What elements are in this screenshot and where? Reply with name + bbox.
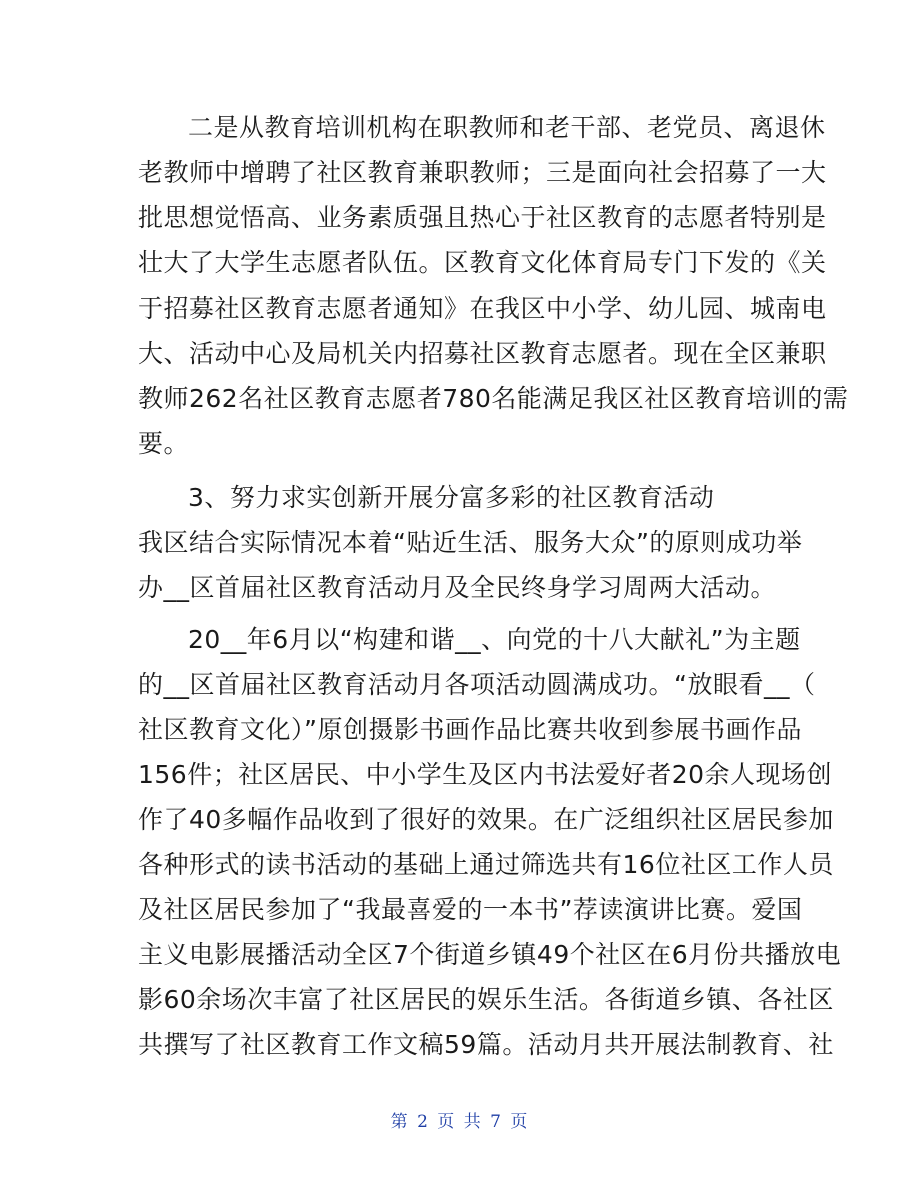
body-line-10: 我区结合实际情况本着“贴近生活、服务大众”的原则成功举	[138, 528, 803, 557]
body-line-4: 壮大了大学生志愿者队伍。区教育文化体育局专门下发的《关	[138, 248, 827, 277]
body-line-5: 于招募社区教育志愿者通知》在我区中小学、幼儿园、城南电	[138, 294, 827, 323]
page-number-footer: 第 2 页 共 7 页	[390, 1112, 530, 1132]
body-line-7: 教师262名社区教育志愿者780名能满足我区社区教育培训的需	[138, 384, 849, 413]
body-line-16: 作了40多幅作品收到了很好的效果。在广泛组织社区居民参加	[138, 805, 834, 834]
body-line-3: 批思想觉悟高、业务素质强且热心于社区教育的志愿者特别是	[138, 203, 827, 232]
body-line-13: 的__区首届社区教育活动月各项活动圆满成功。“放眼看__（	[138, 670, 816, 699]
body-line-18: 及社区居民参加了“我最喜爱的一本书”荐读演讲比赛。爱国	[138, 895, 803, 924]
body-line-14: 社区教育文化）”原创摄影书画作品比赛共收到参展书画作品	[138, 715, 802, 744]
body-line-12: 20__年6月以“构建和谐__、向党的十八大献礼”为主题	[188, 625, 801, 654]
body-line-20: 影60余场次丰富了社区居民的娱乐生活。各街道乡镇、各社区	[138, 985, 834, 1014]
body-line-17: 各种形式的读书活动的基础上通过筛选共有16位社区工作人员	[138, 850, 834, 879]
body-line-15: 156件；社区居民、中小学生及区内书法爱好者20余人现场创	[138, 760, 833, 789]
body-line-8: 要。	[138, 429, 190, 458]
body-line-1: 二是从教育培训机构在职教师和老干部、老党员、离退休	[188, 113, 826, 142]
body-line-21: 共撰写了社区教育工作文稿59篇。活动月共开展法制教育、社	[138, 1030, 834, 1059]
body-line-11: 办__区首届社区教育活动月及全民终身学习周两大活动。	[138, 573, 777, 602]
body-line-2: 老教师中增聘了社区教育兼职教师；三是面向社会招募了一大	[138, 158, 827, 187]
section-heading: 3、努力求实创新开展分富多彩的社区教育活动	[188, 483, 715, 512]
body-line-19: 主义电影展播活动全区7个街道乡镇49个社区在6月份共播放电	[138, 940, 842, 969]
body-line-6: 大、活动中心及局机关内招募社区教育志愿者。现在全区兼职	[138, 339, 827, 368]
